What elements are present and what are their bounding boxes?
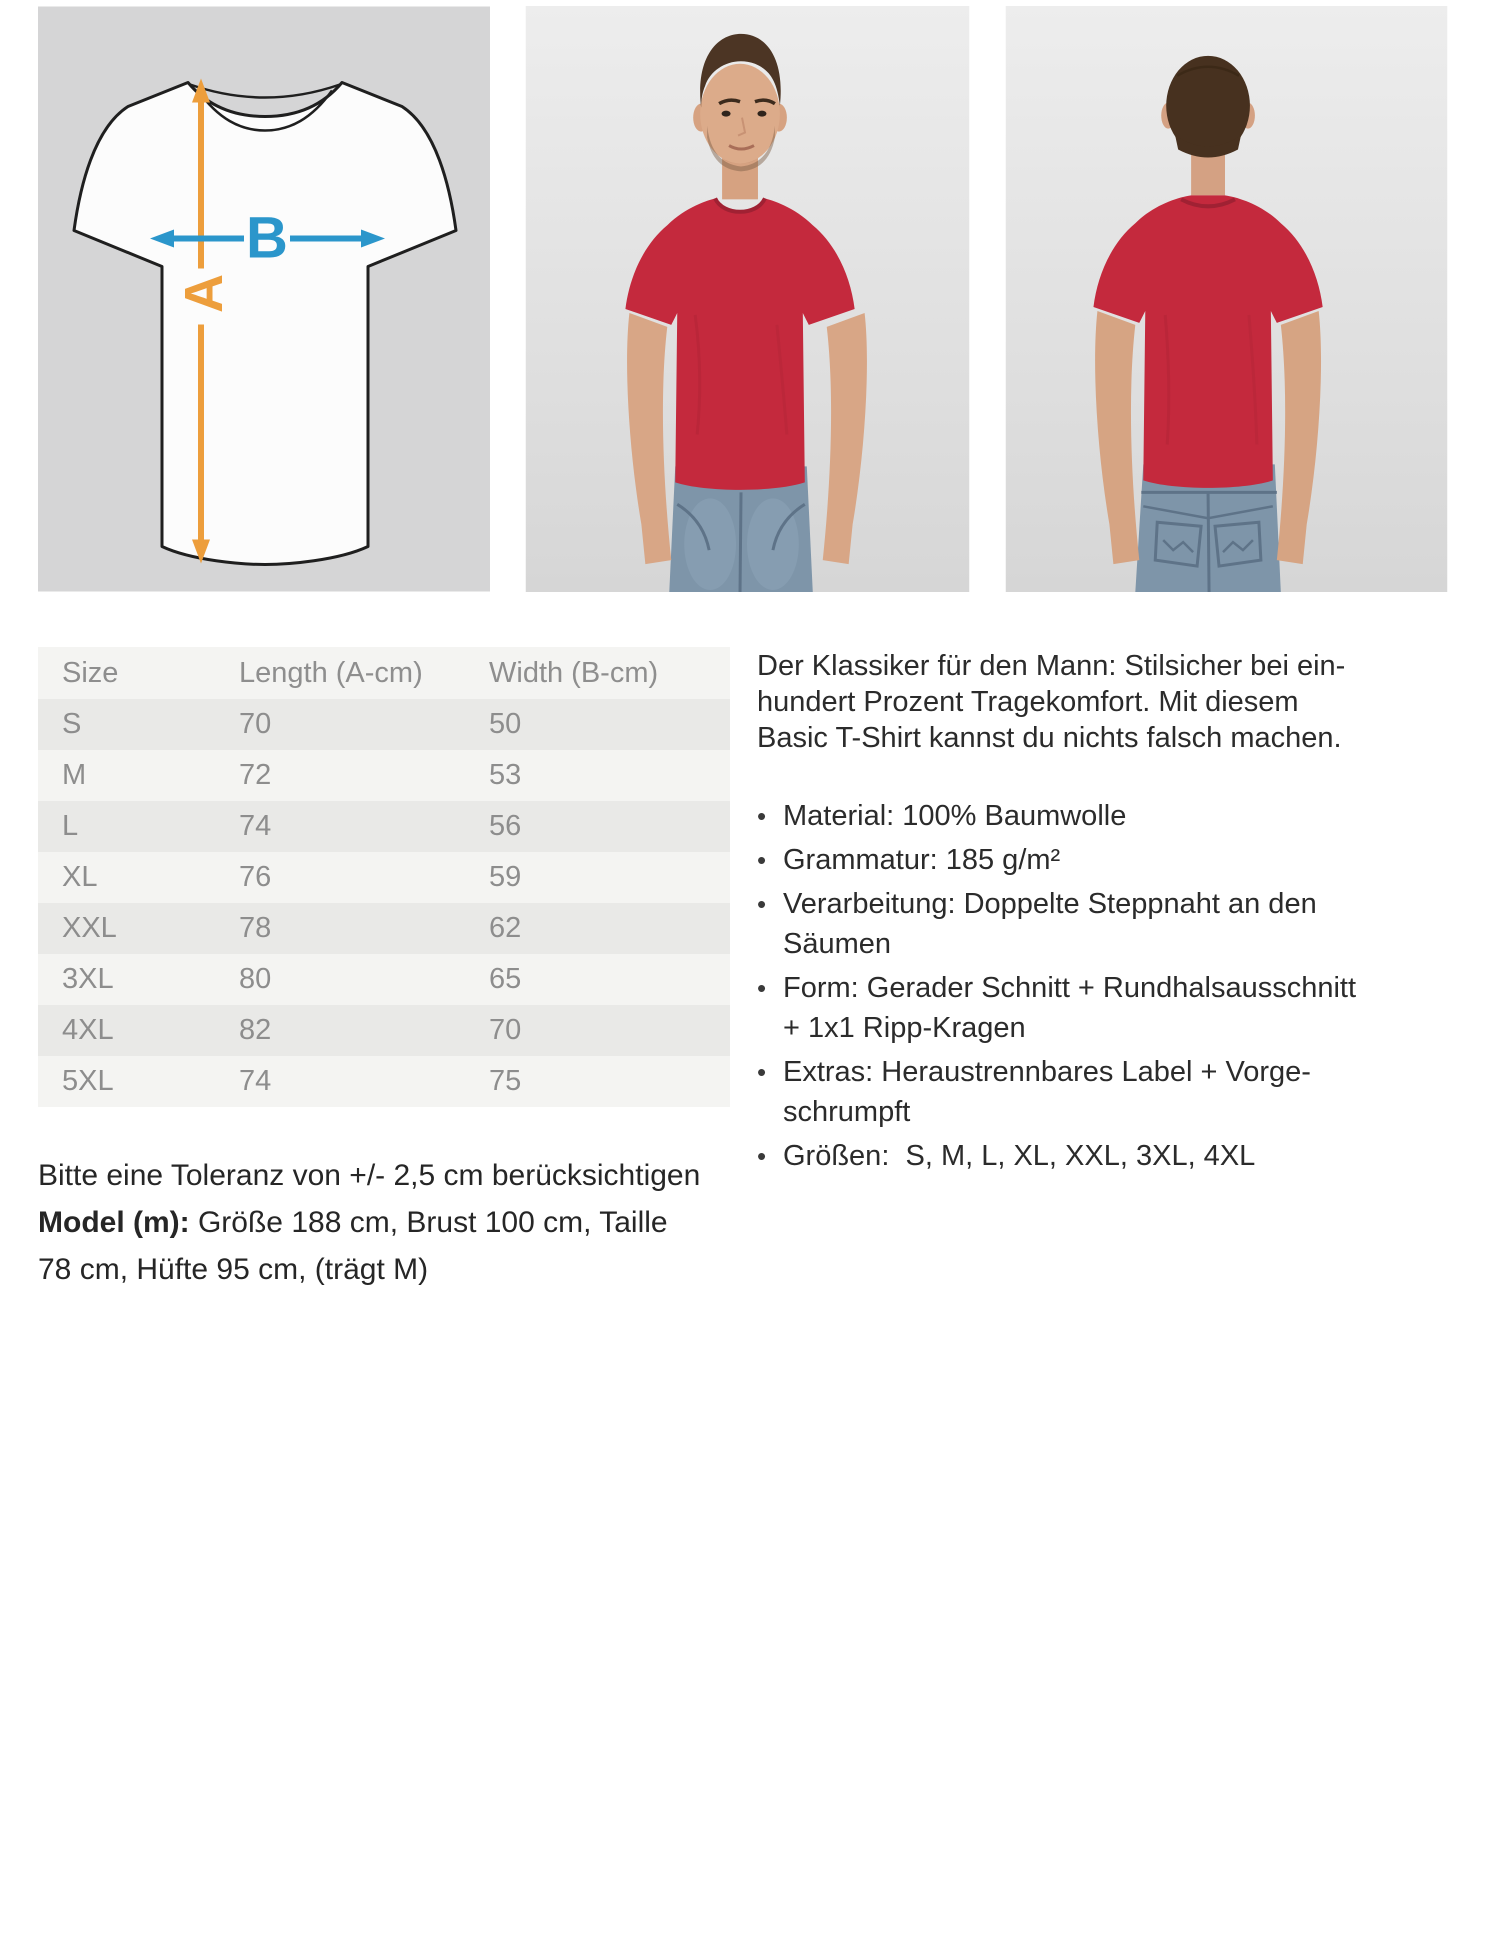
model-front-illustration: [525, 6, 970, 592]
feature-item: [757, 1136, 1477, 1176]
bullet-icon: •: [757, 973, 767, 1003]
size-cell: S: [62, 708, 82, 740]
feature-item: [757, 1052, 1477, 1132]
feature-text: [783, 968, 1356, 1048]
feature-text: [783, 1136, 1255, 1176]
bullet-icon: •: [757, 1057, 767, 1087]
feature-item: [757, 884, 1477, 964]
feature-text: [783, 884, 1317, 964]
feature-item: [757, 796, 1477, 836]
label-b: B: [246, 205, 288, 271]
bullet-icon: •: [757, 801, 767, 831]
feature-list: [757, 796, 1477, 1176]
table-row: [38, 801, 730, 852]
length-cell: 72: [239, 759, 272, 791]
bullet-icon: •: [757, 1141, 767, 1171]
width-cell: 56: [489, 810, 522, 842]
table-row: [38, 1005, 730, 1056]
feature-text: [783, 840, 1060, 880]
feature-line: Material: 100% Baumwolle: [783, 800, 1127, 832]
feature-line: Verarbeitung: Doppelte Steppnaht an den: [783, 888, 1317, 920]
model-front-photo: [525, 6, 970, 592]
length-cell: 80: [239, 963, 272, 995]
label-a: A: [174, 274, 234, 313]
product-description: [757, 648, 1477, 1180]
length-cell: 82: [239, 1014, 272, 1046]
jeans-fly-seam: [740, 492, 741, 592]
width-cell: 70: [489, 1014, 522, 1046]
length-cell: 74: [239, 1065, 272, 1097]
column-header-width: Width (B-cm): [489, 656, 659, 689]
width-cell: 65: [489, 963, 522, 995]
size-cell: M: [62, 759, 87, 791]
size-diagram-image: [38, 6, 490, 592]
length-cell: 74: [239, 810, 272, 842]
feature-line: Extras: Heraustrennbares Label + Vorge-: [783, 1056, 1311, 1088]
length-cell: 76: [239, 861, 272, 893]
size-cell: XXL: [62, 912, 117, 944]
column-header-size: Size: [62, 656, 119, 689]
paragraph-line: Basic T-Shirt kannst du nichts falsch machen.: [757, 722, 1342, 754]
paragraph-line: hundert Prozent Tragekomfort. Mit diesem: [757, 686, 1299, 718]
size-table-header: [38, 647, 730, 699]
width-cell: 75: [489, 1065, 522, 1097]
table-row: [38, 903, 730, 954]
feature-text: [783, 796, 1126, 836]
bullet-icon: •: [757, 845, 767, 875]
feature-item: [757, 968, 1477, 1048]
feature-line: + 1x1 Ripp-Kragen: [783, 1012, 1026, 1044]
bullet-icon: •: [757, 889, 767, 919]
table-row: [38, 852, 730, 903]
size-cell: XL: [62, 861, 98, 893]
feature-line: Form: Gerader Schnitt + Rundhalsausschnitt: [783, 972, 1357, 1004]
size-cell: L: [62, 810, 79, 842]
column-header-length: Length (A-cm): [239, 656, 423, 689]
feature-item: [757, 840, 1477, 880]
eye-right: [757, 111, 766, 117]
model-info-line: [38, 1199, 700, 1246]
table-row: [38, 954, 730, 1005]
size-cell: 3XL: [62, 963, 114, 995]
tolerance-note: [38, 1152, 700, 1293]
feature-line: Größen: S, M, L, XL, XXL, 3XL, 4XL: [783, 1140, 1256, 1172]
feature-line: Grammatur: 185 g/m²: [783, 844, 1061, 876]
size-table: [38, 647, 730, 1107]
length-cell: 78: [239, 912, 272, 944]
table-row: [38, 1056, 730, 1107]
size-cell: 5XL: [62, 1065, 114, 1097]
model-label: Model (m):: [38, 1206, 190, 1239]
length-cell: 70: [239, 708, 272, 740]
eye-left: [722, 111, 731, 117]
width-cell: 62: [489, 912, 522, 944]
table-row: [38, 750, 730, 801]
paragraph-line: Der Klassiker für den Mann: Stilsicher bei ein-: [757, 650, 1346, 682]
model-measurements: Größe 188 cm, Brust 100 cm, Taille: [189, 1206, 668, 1239]
width-cell: 59: [489, 861, 522, 893]
model-back-illustration: [1005, 6, 1448, 592]
description-paragraph: [757, 648, 1477, 756]
model-back-photo: [1005, 6, 1448, 592]
feature-text: [783, 1052, 1311, 1132]
jeans-center-seam: [1208, 492, 1209, 592]
tolerance-line: Bitte eine Toleranz von +/- 2,5 cm berücksichtigen: [38, 1159, 701, 1192]
size-cell: 4XL: [62, 1014, 114, 1046]
width-cell: 50: [489, 708, 522, 740]
feature-line: schrumpft: [783, 1096, 911, 1128]
tshirt-measure-diagram: [38, 6, 490, 592]
feature-line: Säumen: [783, 928, 892, 960]
jeans-wash-left: [684, 498, 736, 590]
table-row: [38, 699, 730, 750]
model-info-line-2: 78 cm, Hüfte 95 cm, (trägt M): [38, 1253, 429, 1286]
size-table-body: [38, 699, 730, 1107]
width-cell: 53: [489, 759, 522, 791]
